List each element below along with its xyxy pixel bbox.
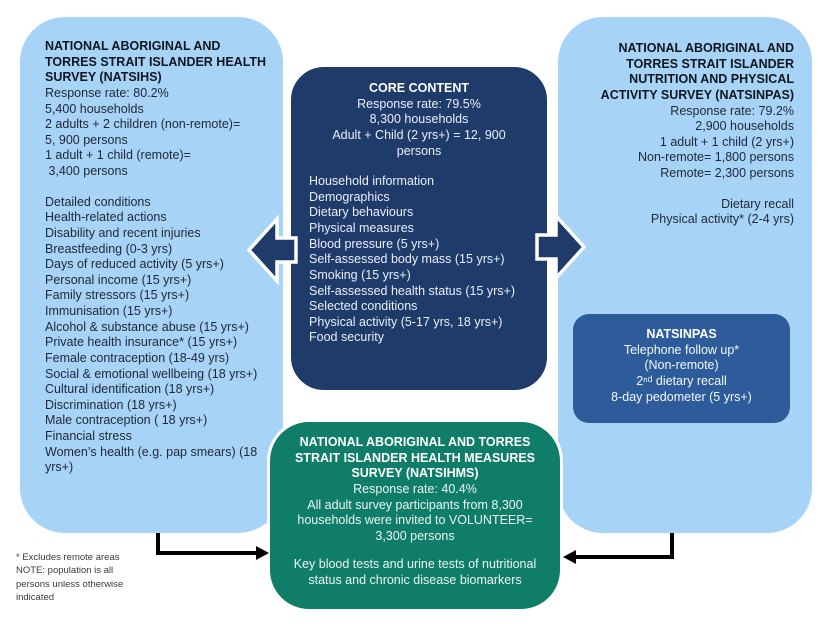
- list-item: Financial stress: [45, 429, 132, 443]
- natsihms-stats: [287, 482, 543, 545]
- natsihs-topic-list: [45, 195, 273, 476]
- natsihs-stats: [45, 86, 273, 180]
- list-item: Adult + Child (2 yrs+) = 12, 900 persons: [332, 127, 510, 158]
- list-item: 8-day pedometer (5 yrs+): [611, 389, 752, 404]
- list-item: Food security: [309, 330, 385, 345]
- list-item: Female contraception (18-49 yrs): [45, 350, 230, 365]
- list-item: * Excludes remote areas: [16, 552, 120, 563]
- list-item: persons unless otherwise: [16, 578, 124, 590]
- list-item: All adult survey participants from 8,300 households were invited to VOLUNTEER= 3,300 persons: [297, 497, 537, 543]
- list-item: (Non-remote): [644, 358, 719, 373]
- list-item: Cultural identification (18 yrs+): [45, 382, 215, 397]
- list-item: Male contraception ( 18 yrs+): [45, 413, 208, 428]
- list-item: Blood pressure (5 yrs+): [309, 236, 440, 251]
- list-item: Women’s health (e.g. pap smears) (18 yrs+): [45, 444, 261, 475]
- list-item: Remote= 2,300 persons: [660, 166, 794, 180]
- list-item: Days of reduced activity (5 yrs+): [45, 257, 224, 272]
- list-item: 1 adult + 1 child (remote)=: [45, 148, 191, 163]
- core-content-title: CORE CONTENT: [369, 81, 469, 95]
- list-item: Physical activity* (2-4 yrs): [650, 212, 794, 227]
- list-item: 2,900 households: [695, 119, 794, 134]
- natsinpas-stats: [580, 104, 794, 182]
- natsinpas-box: [558, 17, 812, 533]
- list-item: Disability and recent injuries: [45, 225, 201, 240]
- elbow-arrow-left-icon: [563, 533, 672, 564]
- list-item: Immunisation (15 yrs+): [45, 304, 173, 318]
- list-item: Private health insurance* (15 yrs+): [45, 335, 238, 350]
- list-item: Response rate: 79.5%: [357, 96, 481, 111]
- list-item: 8,300 households: [369, 112, 469, 127]
- core-content-stats: [309, 97, 529, 160]
- list-item: Physical activity (5-17 yrs, 18 yrs+): [309, 314, 503, 329]
- list-item: 3,400 persons: [45, 164, 128, 178]
- list-item: Household information: [309, 174, 435, 189]
- list-item: Personal income (15 yrs+): [45, 272, 192, 287]
- list-item: Response rate: 79.2%: [670, 103, 794, 118]
- list-item: Smoking (15 yrs+): [309, 267, 411, 282]
- list-item: 2ⁿᵈ dietary recall: [636, 373, 727, 388]
- list-item: Physical measures: [309, 221, 414, 235]
- list-item: Selected conditions: [309, 299, 418, 314]
- list-item: Family stressors (15 yrs+): [45, 288, 190, 303]
- list-item: Self-assessed health status (15 yrs+): [309, 283, 515, 298]
- list-item: Alcohol & substance abuse (15 yrs+): [45, 319, 249, 334]
- list-item: Social & emotional wellbeing (18 yrs+): [45, 366, 258, 381]
- natsinpas-title: NATIONAL ABORIGINAL AND TORRES STRAIT ISLANDER NUTRITION AND PHYSICAL ACTIVITY SURVEY (NATSINPAS): [600, 41, 794, 102]
- natsinpas-followup-title: NATSINPAS: [646, 327, 717, 341]
- list-item: indicated: [16, 592, 55, 604]
- list-item: Response rate: 80.2%: [45, 85, 169, 100]
- footnote: [16, 551, 176, 605]
- list-item: Response rate: 40.4%: [353, 481, 477, 496]
- list-item: Discrimination (18 yrs+): [45, 397, 177, 412]
- list-item: Non-remote= 1,800 persons: [638, 150, 794, 165]
- natsinpas-followup-lines: [591, 343, 772, 406]
- list-item: Demographics: [309, 189, 390, 204]
- list-item: 2 adults + 2 children (non-remote)=: [45, 117, 241, 132]
- list-item: NOTE: population is all: [16, 565, 114, 577]
- natsinpas-followup-box: [573, 314, 790, 423]
- natsihs-box: [20, 17, 283, 533]
- natsihms-title: NATIONAL ABORIGINAL AND TORRES STRAIT ISLANDER HEALTH MEASURES SURVEY (NATSIHMS): [294, 435, 536, 481]
- core-content-topic-list: [309, 174, 529, 346]
- natsihms-box: [267, 419, 563, 612]
- list-item: Breastfeeding (0-3 yrs): [45, 241, 173, 256]
- list-item: Self-assessed body mass (15 yrs+): [309, 252, 505, 267]
- list-item: Telephone follow up*: [623, 342, 740, 357]
- natsinpas-topic-list: [580, 197, 794, 228]
- list-item: Dietary behaviours: [309, 205, 414, 220]
- list-item: 5,400 households: [45, 101, 144, 116]
- list-item: Dietary recall: [721, 196, 794, 211]
- list-item: Health-related actions: [45, 210, 167, 225]
- list-item: 5, 900 persons: [45, 132, 128, 147]
- natsihs-title: NATIONAL ABORIGINAL AND TORRES STRAIT ISLANDER HEALTH SURVEY (NATSIHS): [45, 39, 267, 85]
- list-item: Detailed conditions: [45, 194, 151, 209]
- natsihms-description: Key blood tests and urine tests of nutritional status and chronic disease biomarkers: [293, 557, 540, 587]
- list-item: 1 adult + 1 child (2 yrs+): [659, 134, 794, 149]
- core-content-box: [288, 64, 550, 393]
